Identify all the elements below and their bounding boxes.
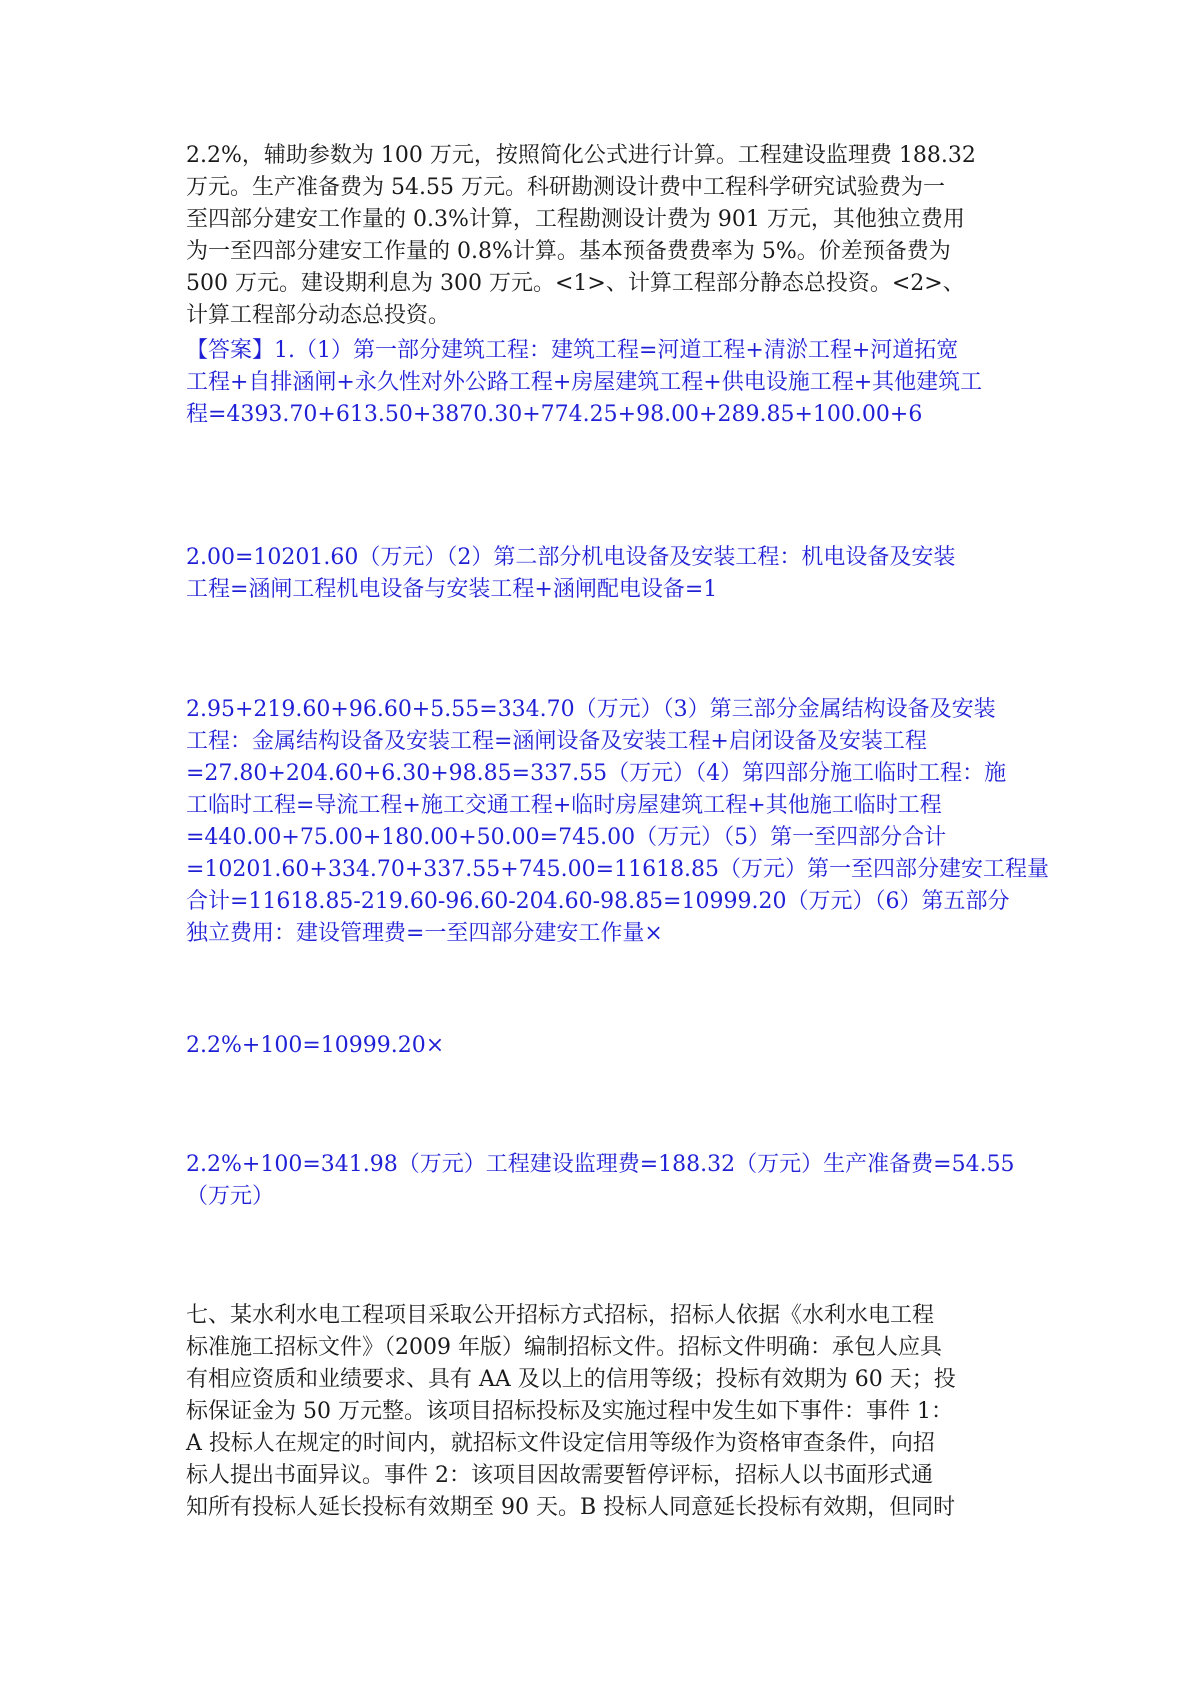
answer-block-2	[186, 542, 1016, 606]
text-line: 万元。生产准备费为 54.55 万元。科研勘测设计费中工程科学研究试验费为一	[186, 175, 945, 200]
answer-block-5	[186, 1149, 1016, 1213]
text-line: 至四部分建安工作量的 0.3%计算，工程勘测设计费为 901 万元，其他独立费用	[186, 207, 965, 232]
text-line: 【答案】1.（1）第一部分建筑工程：建筑工程=河道工程+清淤工程+河道拓宽	[186, 338, 959, 363]
text-line: 工程：金属结构设备及安装工程=涵闸设备及安装工程+启闭设备及安装工程	[186, 729, 927, 754]
text-line: 2.00=10201.60（万元）（2）第二部分机电设备及安装工程：机电设备及安装	[186, 545, 956, 570]
text-line: 工临时工程=导流工程+施工交通工程+临时房屋建筑工程+其他施工临时工程	[186, 793, 942, 818]
text-line: 2.2%，辅助参数为 100 万元，按照简化公式进行计算。工程建设监理费 188.32	[186, 143, 976, 168]
text-line: 2.2%+100=10999.20×	[186, 1033, 445, 1058]
text-line: 知所有投标人延长投标有效期至 90 天。B 投标人同意延长投标有效期，但同时	[186, 1495, 956, 1520]
text-line: 独立费用：建设管理费=一至四部分建安工作量×	[186, 921, 663, 946]
text-line: A 投标人在规定的时间内，就招标文件设定信用等级作为资格审查条件，向招	[186, 1431, 935, 1456]
text-line: 计算工程部分动态总投资。	[186, 303, 451, 328]
text-line: 七、某水利水电工程项目采取公开招标方式招标，招标人依据《水利水电工程	[186, 1303, 935, 1328]
text-line: =10201.60+334.70+337.55+745.00=11618.85（万元）第一至四部分建安工程量	[186, 857, 1050, 882]
text-line: =440.00+75.00+180.00+50.00=745.00（万元）（5）第一至四部分合计	[186, 825, 947, 850]
answer-block-1	[186, 335, 1016, 431]
text-line: =27.80+204.60+6.30+98.85=337.55（万元）（4）第四部分施工临时工程：施	[186, 761, 1007, 786]
question-7	[186, 1300, 1016, 1524]
answer-block-3	[186, 694, 1050, 950]
text-line: 标准施工招标文件》（2009 年版）编制招标文件。招标文件明确：承包人应具	[186, 1335, 942, 1360]
text-line: （万元）	[186, 1184, 275, 1209]
question-continuation	[186, 140, 1016, 332]
text-line: 工程+自排涵闸+永久性对外公路工程+房屋建筑工程+供电设施工程+其他建筑工	[186, 370, 983, 395]
text-line: 2.95+219.60+96.60+5.55=334.70（万元）（3）第三部分金属结构设备及安装	[186, 697, 996, 722]
text-line: 有相应资质和业绩要求、具有 AA 及以上的信用等级；投标有效期为 60 天；投	[186, 1367, 956, 1392]
text-line: 合计=11618.85-219.60-96.60-204.60-98.85=10999.20（万元）（6）第五部分	[186, 889, 1010, 914]
text-line: 2.2%+100=341.98（万元）工程建设监理费=188.32（万元）生产准备费=54.55	[186, 1152, 1015, 1177]
text-line: 标保证金为 50 万元整。该项目招标投标及实施过程中发生如下事件：事件 1：	[186, 1399, 953, 1424]
answer-block-4	[186, 1030, 1016, 1062]
text-line: 标人提出书面异议。事件 2：该项目因故需要暂停评标，招标人以书面形式通	[186, 1463, 933, 1488]
text-line: 工程=涵闸工程机电设备与安装工程+涵闸配电设备=1	[186, 577, 718, 602]
text-line: 500 万元。建设期利息为 300 万元。<1>、计算工程部分静态总投资。<2>、	[186, 271, 965, 296]
text-line: 程=4393.70+613.50+3870.30+774.25+98.00+289.85+100.00+6	[186, 402, 923, 427]
text-line: 为一至四部分建安工作量的 0.8%计算。基本预备费费率为 5%。价差预备费为	[186, 239, 951, 264]
